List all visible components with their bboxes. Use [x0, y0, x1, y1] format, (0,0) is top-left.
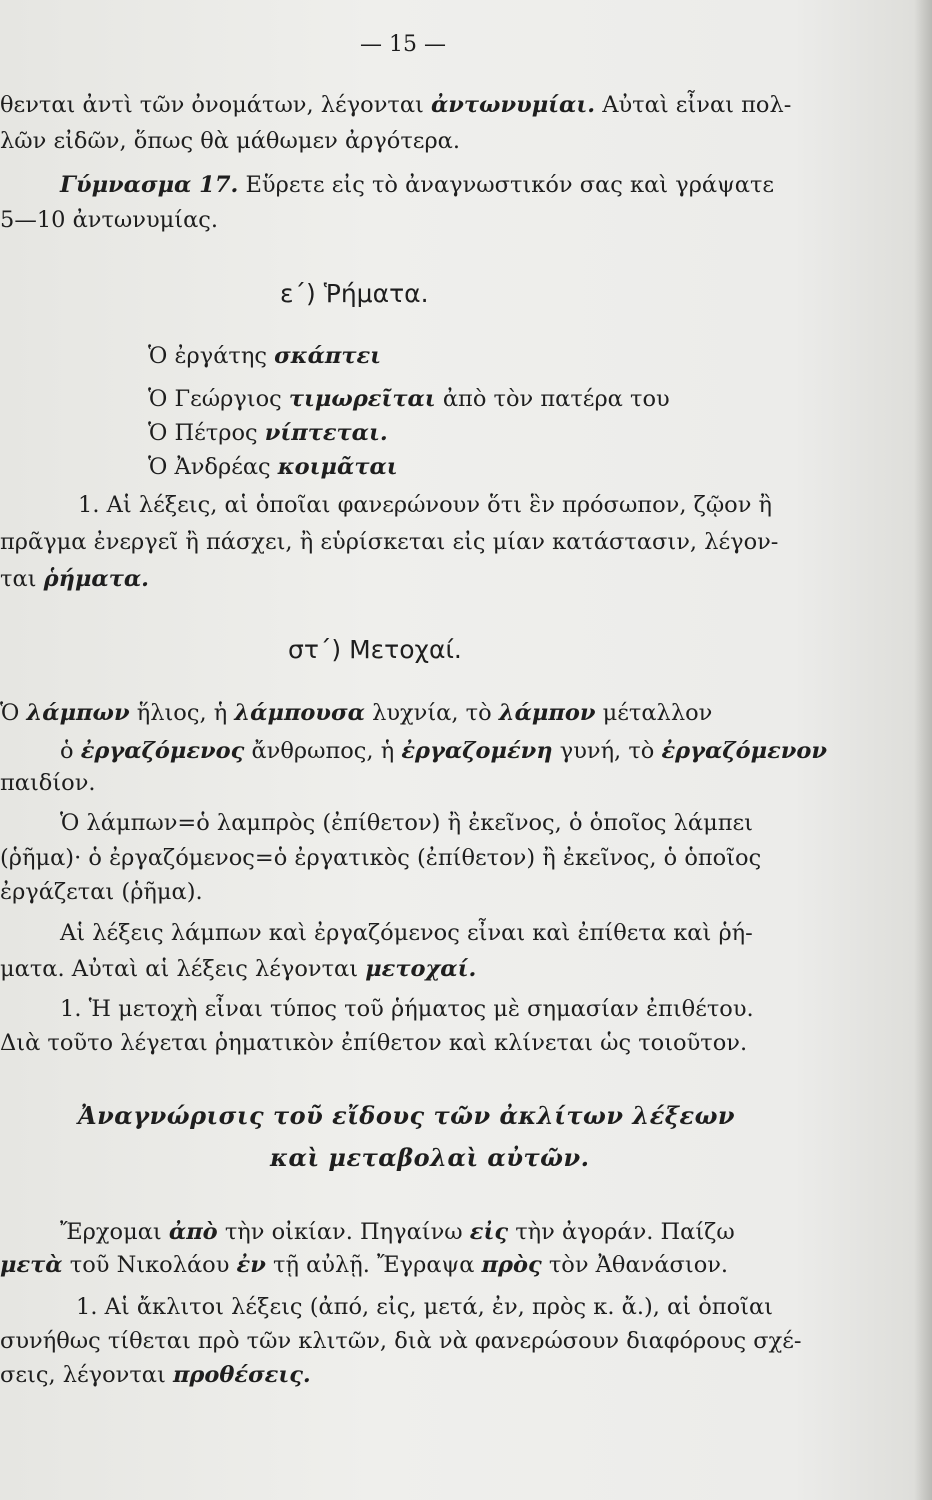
text-line: συνήθως τίθεται πρὸ τῶν κλιτῶν, διὰ νὰ φανερώσουν διαφόρους σχέ-	[0, 1328, 802, 1354]
text-line: θενται ἀντὶ τῶν ὀνομάτων, λέγονται ἀντωνυμίαι. Αὐταὶ εἶναι πολ-	[0, 92, 792, 118]
text-line: λῶν εἰδῶν, ὅπως θὰ μάθωμεν ἀργότερα.	[0, 128, 461, 154]
example-line: Ἔρχομαι ἀπὸ τὴν οἰκίαν. Πηγαίνω εἰς τὴν ἀγοράν. Παίζω	[60, 1219, 735, 1245]
text-line: 5—10 ἀντωνυμίας.	[0, 207, 219, 233]
text-line: πρᾶγμα ἐνεργεῖ ἢ πάσχει, ἢ εὑρίσκεται εἰς μίαν κατάστασιν, λέγον-	[0, 529, 779, 555]
text-line: ται ῥήματα.	[0, 566, 150, 592]
rule-line: 1. Ἡ μετοχὴ εἶναι τύπος τοῦ ῥήματος μὲ σημασίαν ἐπιθέτου.	[60, 996, 754, 1022]
example-line: Ὁ ἐργάτης σκάπτει	[148, 343, 382, 369]
rule-line: 1. Αἱ λέξεις, αἱ ὁποῖαι φανερώνουν ὅτι ἓν πρόσωπον, ζῷον ἢ	[78, 492, 773, 518]
text-line: Ὁ λάμπων=ὁ λαμπρὸς (ἐπίθετον) ἢ ἐκεῖνος, ὁ ὁποῖος λάμπει	[60, 810, 754, 836]
section-heading-indeclinables: Ἀναγνώρισις τοῦ εἴδους τῶν ἀκλίτων λέξεων	[78, 1101, 736, 1130]
example-line: μετὰ τοῦ Νικολάου ἐν τῇ αὐλῇ. Ἔγραψα πρὸς τὸν Ἀθανάσιον.	[0, 1252, 729, 1278]
example-line: ὁ ἐργαζόμενος ἄνθρωπος, ἡ ἐργαζομένη γυνή, τὸ ἐργαζόμενον	[60, 738, 828, 764]
example-line: Ὁ Γεώργιος τιμωρεῖται ἀπὸ τὸν πατέρα του	[148, 386, 670, 412]
text-line: σεις, λέγονται προθέσεις.	[0, 1362, 311, 1388]
section-heading-indeclinables-cont: καὶ μεταβολαὶ αὐτῶν.	[270, 1143, 590, 1172]
section-heading-verbs: ε΄) Ῥήματα.	[280, 279, 429, 308]
text-line: Αἱ λέξεις λάμπων καὶ ἐργαζόμενος εἶναι καὶ ἐπίθετα καὶ ῥή-	[60, 920, 753, 946]
text-line: Διὰ τοῦτο λέγεται ῥηματικὸν ἐπίθετον καὶ κλίνεται ὡς τοιοῦτον.	[0, 1030, 748, 1056]
page-number: — 15 —	[360, 32, 446, 57]
example-line: Ὁ Πέτρος νίπτεται.	[148, 420, 388, 446]
text-line: ἐργάζεται (ῥῆμα).	[0, 879, 203, 905]
text-line: παιδίον.	[0, 770, 96, 796]
text-line: (ῥῆμα)· ὁ ἐργαζόμενος=ὁ ἐργατικὸς (ἐπίθετον) ἢ ἐκεῖνος, ὁ ὁποῖος	[0, 845, 762, 871]
text-line: ματα. Αὐταὶ αἱ λέξεις λέγονται μετοχαί.	[0, 956, 477, 982]
section-heading-participles: στ΄) Μετοχαί.	[288, 635, 462, 664]
page-edge-shadow	[914, 0, 932, 1500]
exercise-line: Γύμνασμα 17. Εὕρετε εἰς τὸ ἀναγνωστικόν σας καὶ γράψατε	[60, 172, 775, 198]
rule-line: 1. Αἱ ἄκλιτοι λέξεις (ἀπό, εἰς, μετά, ἐν, πρὸς κ. ἄ.), αἱ ὁποῖαι	[76, 1294, 773, 1320]
example-line: Ὁ λάμπων ἥλιος, ἡ λάμπουσα λυχνία, τὸ λάμπον μέταλλον	[0, 700, 713, 726]
example-line: Ὁ Ἀνδρέας κοιμᾶται	[148, 454, 398, 480]
